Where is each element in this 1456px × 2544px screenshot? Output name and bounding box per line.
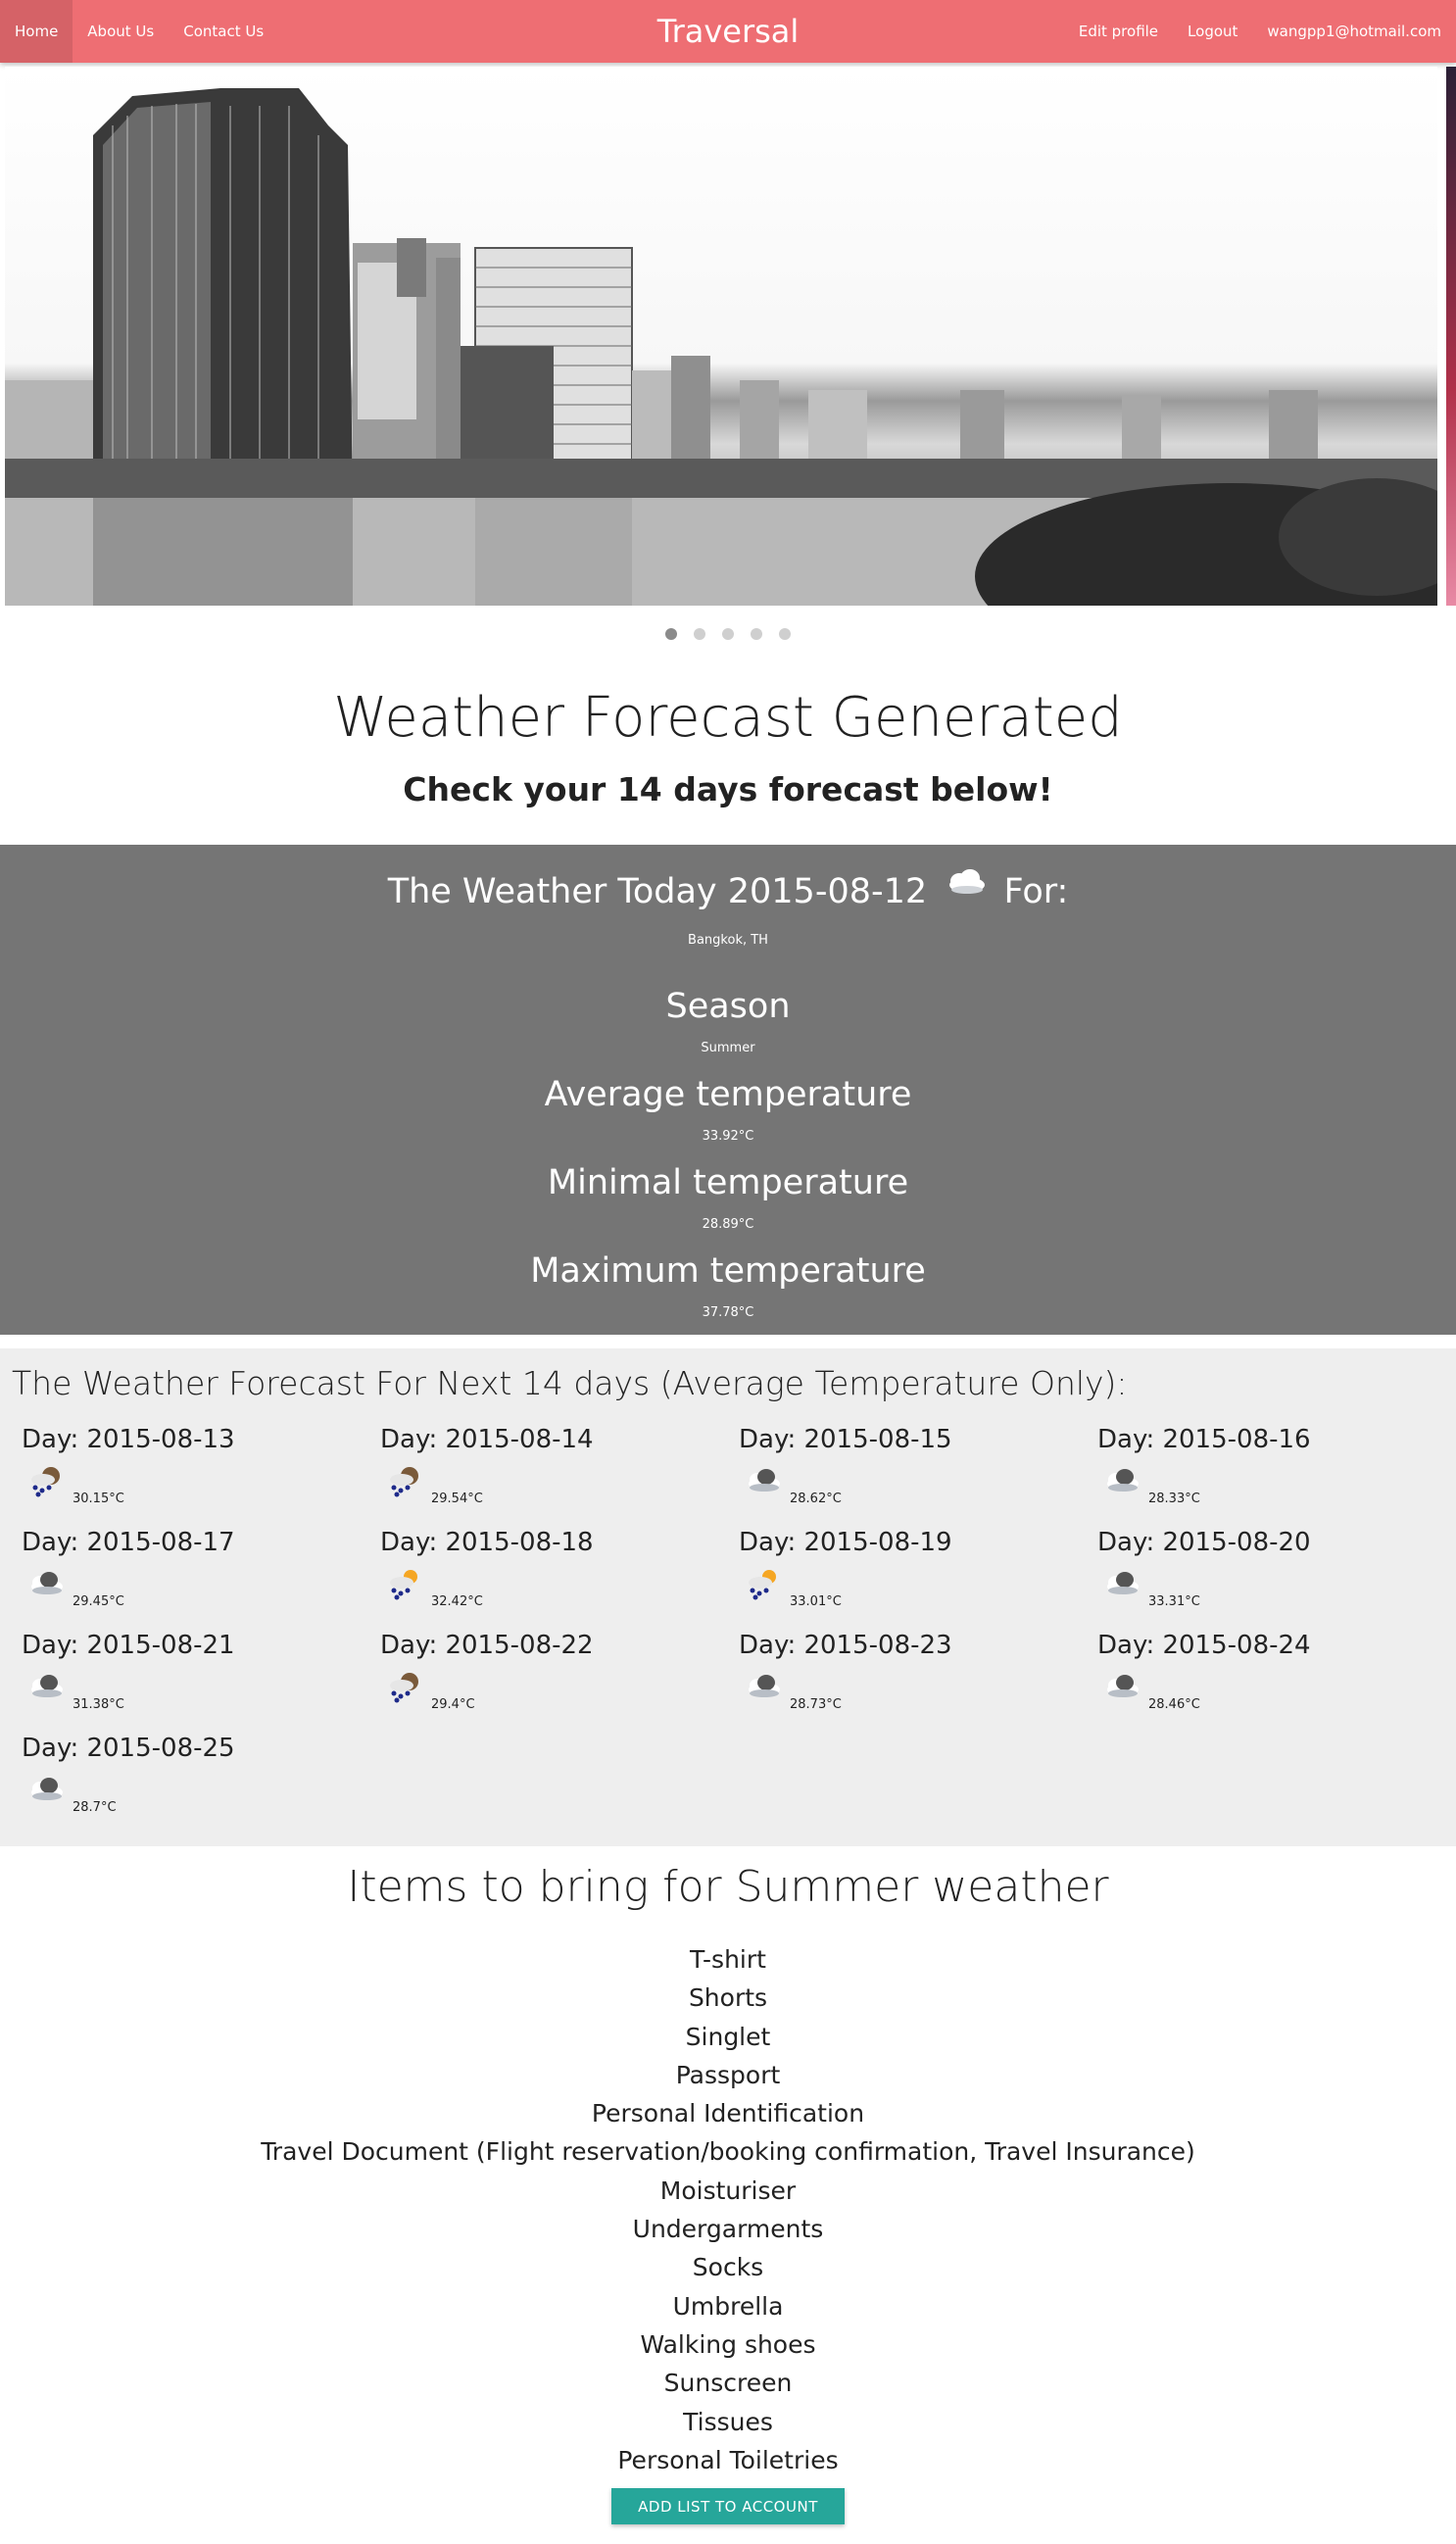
cloud-icon [743,1670,782,1705]
carousel-indicators [0,625,1456,644]
carousel-dot-1[interactable] [665,628,677,640]
forecast-day [1097,1425,1456,1528]
min-temp-label: Minimal temperature [547,1163,909,1202]
forecast-day-temp: 28.33°C [1148,1492,1200,1506]
list-item: Moisturiser [659,2176,797,2205]
nav-contact-link[interactable]: Contact Us [183,23,265,40]
forecast-day-temp: 28.7°C [73,1800,117,1815]
list-item: Shorts [688,1983,768,2013]
forecast-day-label: Day: 2015-08-25 [22,1734,235,1763]
navbar [0,0,1456,63]
sun-rain-icon [743,1567,782,1602]
forecast-day-label: Day: 2015-08-23 [739,1631,952,1660]
forecast-day-temp: 29.54°C [431,1492,483,1506]
carousel-dot-3[interactable] [722,628,734,640]
cloud-icon [743,1464,782,1499]
forecast-day-label: Day: 2015-08-16 [1097,1425,1311,1454]
carousel-slide-next[interactable] [1446,67,1456,606]
nav-home-link[interactable]: Home [0,0,73,63]
list-item: Tissues [683,2407,773,2436]
forecast-day-label: Day: 2015-08-13 [22,1425,235,1454]
forecast-day-label: Day: 2015-08-19 [739,1528,952,1557]
carousel-dot-4[interactable] [751,628,762,640]
nav-logout-link[interactable]: Logout [1188,23,1238,40]
forecast-day [22,1425,380,1528]
forecast-day [380,1631,739,1734]
carousel-dot-2[interactable] [694,628,705,640]
forecast-day-temp: 32.42°C [431,1594,483,1609]
forecast-day-temp: 30.15°C [73,1492,124,1506]
forecast-title: The Weather Forecast For Next 14 days (Average Temperature Only): [12,1364,1128,1402]
forecast-day-label: Day: 2015-08-21 [22,1631,235,1660]
today-title [0,872,1456,911]
forecast-day [739,1528,1097,1631]
list-item: Singlet [685,2022,771,2051]
brand-logo[interactable]: Traversal [656,13,800,50]
list-item: Undergarments [632,2215,824,2244]
today-location: Bangkok, TH [688,933,768,948]
cloud-icon [1101,1670,1141,1705]
night-rain-icon [384,1464,423,1499]
image-carousel[interactable] [0,63,1456,651]
today-weather-panel [0,845,1456,1335]
season-value: Summer [701,1041,755,1055]
nav-edit-profile-link[interactable]: Edit profile [1078,23,1159,40]
cloud-icon [944,866,987,905]
forecast-day-label: Day: 2015-08-22 [380,1631,594,1660]
carousel-slide-city-skyline[interactable] [5,67,1437,606]
season-label: Season [665,987,791,1026]
forecast-day-temp: 28.73°C [790,1697,842,1712]
min-temp-value: 28.89°C [702,1217,754,1232]
forecast-day-label: Day: 2015-08-24 [1097,1631,1311,1660]
list-item: T-shirt [690,1945,766,1974]
list-item: Walking shoes [640,2329,816,2359]
forecast-panel [0,1348,1456,1846]
nav-user-email-link[interactable]: wangpp1@hotmail.com [1267,23,1441,40]
forecast-day [739,1425,1097,1528]
city-skyline-image [5,67,1437,606]
list-item: Passport [675,2060,781,2089]
add-list-to-account-button[interactable]: ADD LIST TO ACCOUNT [611,2488,845,2524]
today-title-for: For: [1003,872,1069,911]
avg-temp-label: Average temperature [544,1075,912,1114]
list-item: Socks [692,2253,764,2282]
forecast-day-temp: 28.62°C [790,1492,842,1506]
forecast-day-label: Day: 2015-08-20 [1097,1528,1311,1557]
list-item: Personal Identification [591,2099,865,2128]
forecast-day [22,1734,380,1836]
nav-right [1064,0,1456,63]
cloud-icon [25,1670,65,1705]
list-item: Sunscreen [663,2369,793,2398]
forecast-day-temp: 29.4°C [431,1697,475,1712]
forecast-day [739,1631,1097,1734]
page-subtitle: Check your 14 days forecast below! [403,770,1053,808]
forecast-day-temp: 31.38°C [73,1697,124,1712]
cloud-icon [1101,1567,1141,1602]
forecast-day-label: Day: 2015-08-18 [380,1528,594,1557]
forecast-day [380,1425,739,1528]
list-item: Umbrella [672,2291,784,2321]
forecast-day [1097,1528,1456,1631]
items-list [0,1940,1456,2479]
forecast-day-temp: 33.31°C [1148,1594,1200,1609]
max-temp-value: 37.78°C [702,1305,754,1320]
list-item: Personal Toiletries [617,2445,839,2474]
forecast-day-label: Day: 2015-08-14 [380,1425,594,1454]
sun-rain-icon [384,1567,423,1602]
forecast-day [1097,1631,1456,1734]
cloud-icon [25,1567,65,1602]
forecast-day-temp: 28.46°C [1148,1697,1200,1712]
night-rain-icon [25,1464,65,1499]
items-title: Items to bring for Summer weather [347,1862,1109,1912]
list-item: Travel Document (Flight reservation/booking confirmation, Travel Insurance) [261,2137,1195,2167]
carousel-dot-5[interactable] [779,628,791,640]
night-rain-icon [384,1670,423,1705]
forecast-day-label: Day: 2015-08-15 [739,1425,952,1454]
forecast-day [22,1631,380,1734]
forecast-day-temp: 29.45°C [73,1594,124,1609]
cloud-icon [25,1773,65,1808]
page-title: Weather Forecast Generated [333,686,1123,750]
cloud-icon [1101,1464,1141,1499]
forecast-day [380,1528,739,1631]
forecast-day [22,1528,380,1631]
today-title-date: The Weather Today 2015-08-12 [387,872,928,911]
forecast-day-temp: 33.01°C [790,1594,842,1609]
forecast-day-label: Day: 2015-08-17 [22,1528,235,1557]
nav-about-link[interactable]: About Us [87,23,155,40]
avg-temp-value: 33.92°C [702,1129,754,1144]
nav-left [0,0,278,63]
max-temp-label: Maximum temperature [530,1251,926,1291]
